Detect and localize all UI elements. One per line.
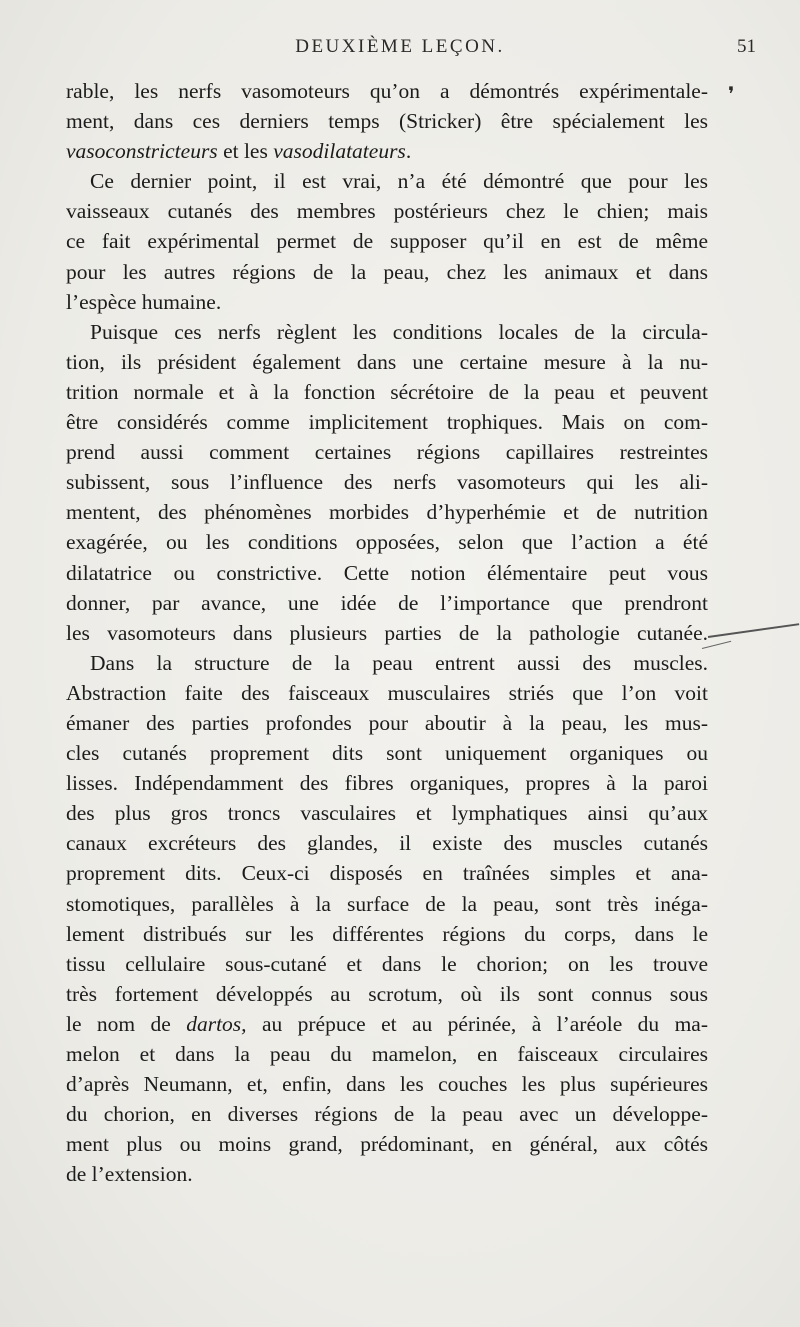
text-line: Ce dernier point, il est vrai, n’a été démontré que pour les: [90, 169, 708, 194]
text-line: [66, 1009, 708, 1039]
text-line: émaner des parties profondes pour aboutir à la peau, les mus-: [66, 710, 708, 735]
text-line: trition normale et à la fonction sécrétoire de la peau et peuvent: [66, 379, 708, 404]
text-line: cles cutanés proprement dits sont uniquement organiques ou: [66, 741, 708, 766]
text-line: de l’extension.: [66, 1162, 193, 1187]
italic-text: vasodilatateurs: [273, 139, 406, 164]
running-head: [0, 36, 800, 66]
margin-mark: ❜: [728, 84, 735, 106]
text-line: les vasomoteurs dans plusieurs parties de la pathologie cutanée.: [66, 620, 708, 645]
text-line: des plus gros troncs vasculaires et lymphatiques ainsi qu’aux: [66, 801, 708, 826]
text-run: au prépuce et au périnée, à l’aréole du ma-: [246, 1011, 708, 1036]
text-line: vaisseaux cutanés des membres postérieurs chez le chien; mais: [66, 199, 708, 224]
text-run: .: [405, 139, 412, 164]
text-line: mentent, des phénomènes morbides d’hyperhémie et de nutrition: [66, 500, 708, 525]
page-number: 51: [737, 36, 756, 57]
running-title: DEUXIÈME LEÇON.: [295, 36, 505, 57]
text-line: donner, par avance, une idée de l’importance que prendront: [66, 590, 708, 615]
text-line: subissent, sous l’influence des nerfs vasomoteurs qui les ali-: [66, 470, 708, 495]
text-line: du chorion, en diverses régions de la peau avec un développe-: [66, 1102, 708, 1127]
text-line: canaux excréteurs des glandes, il existe des muscles cutanés: [66, 831, 708, 856]
text-line: tissu cellulaire sous-cutané et dans le chorion; on les trouve: [66, 951, 708, 976]
text-line: pour les autres régions de la peau, chez les animaux et dans: [66, 259, 708, 284]
text-line: très fortement développés au scrotum, où ils sont connus sous: [66, 981, 708, 1006]
text-line: Abstraction faite des faisceaux musculaires striés que l’on voit: [66, 680, 708, 705]
text-line: exagérée, ou les conditions opposées, selon que l’action a été: [66, 530, 708, 555]
text-line: tion, ils président également dans une certaine mesure à la nu-: [66, 349, 708, 374]
text-line: melon et dans la peau du mamelon, en faisceaux circulaires: [66, 1042, 708, 1066]
stray-pen-mark: [708, 623, 799, 638]
text-line: [66, 136, 708, 166]
text-run: et les: [217, 139, 274, 164]
text-line: lement distribués sur les différentes régions du corps, dans le: [66, 921, 708, 946]
body-text: [66, 76, 708, 1189]
italic-text: dartos,: [186, 1011, 247, 1036]
text-line: l’espèce humaine.: [66, 289, 222, 314]
text-line: d’après Neumann, et, enfin, dans les couches les plus supérieures: [66, 1072, 708, 1097]
text-line: être considérés comme implicitement trophiques. Mais on com-: [66, 410, 708, 435]
text-line: ment, dans ces derniers temps (Stricker) être spécialement les: [66, 109, 708, 134]
text-line: ment plus ou moins grand, prédominant, en général, aux côtés: [66, 1132, 708, 1157]
text-line: prend aussi comment certaines régions capillaires restreintes: [66, 440, 708, 465]
text-run: le nom de: [66, 1011, 187, 1036]
text-line: lisses. Indépendamment des fibres organiques, propres à la paroi: [66, 771, 708, 796]
text-line: rable, les nerfs vasomoteurs qu’on a démontrés expérimentale-: [66, 79, 708, 103]
text-line: proprement dits. Ceux-ci disposés en traînées simples et ana-: [66, 861, 708, 886]
text-line: ce fait expérimental permet de supposer qu’il en est de même: [66, 229, 708, 254]
text-line: stomotiques, parallèles à la surface de la peau, sont très inéga-: [66, 891, 708, 916]
text-line: dilatatrice ou constrictive. Cette notion élémentaire peut vous: [66, 560, 708, 585]
text-line: Dans la structure de la peau entrent aussi des muscles.: [90, 650, 708, 675]
italic-text: vasoconstricteurs: [66, 139, 218, 164]
text-line: Puisque ces nerfs règlent les conditions locales de la circula-: [90, 319, 708, 344]
